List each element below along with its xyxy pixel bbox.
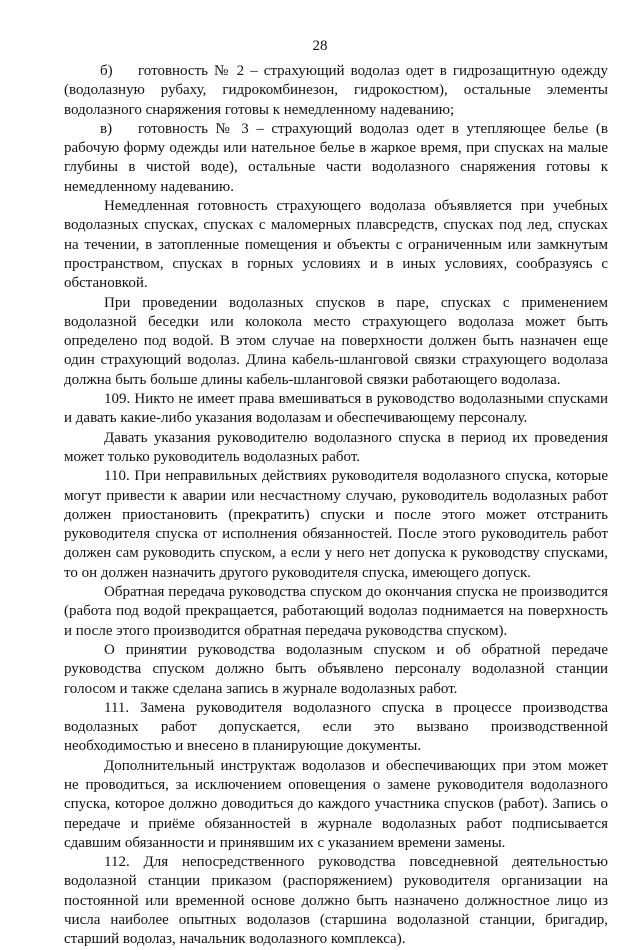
list-item-v bbox=[64, 120, 608, 197]
paragraph-clause-110: 110. При неправильных действиях руководителя водолазного спуска, которые могут привести к аварии или несчастному случаю, руководитель водолазных работ должен приостановить (прекратить) спуски и после этого может отстранить руководителя спуска от исполнения обязанностей. После этого руководитель работ должен сам руководить спуском, а если у него нет допуска к руководству спусками, то он должен назначить другого руководителя спуска, имеющего допуск. bbox=[64, 468, 608, 581]
paragraph: При проведении водолазных спусков в паре, спусках с применением водолазной беседки или колокола место страхующего водолаза может быть определено под водой. В этом случае на поверхности должен быть назначен еще один страхующий водолаз. Длина кабель-шланговой связки страхующего водолаза должна быть больше длины кабель-шланговой связки работающего водолаза. bbox=[64, 294, 608, 388]
page-number: 28 bbox=[312, 38, 328, 54]
paragraph: Дополнительный инструктаж водолазов и обеспечивающих при этом может не проводиться, за исключением оповещения о замене руководителя водолазного спуска, которое должно доводиться до каждого участника спусков (работ). Запись о передаче и приёме обязанностей в журнале водолазных работ подписывается сдавшим обязанности и принявшим их с указанием времени замены. bbox=[64, 757, 608, 851]
document-body bbox=[64, 62, 608, 950]
paragraph-clause-112: 112. Для непосредственного руководства повседневной деятельностью водолазной станции приказом (распоряжением) руководителя организации на постоянной или временной основе должно быть назначено должностное лицо из числа наиболее опытных водолазов (старшина водолазной станции, бригадир, старший водолаз, начальник водолазного комплекса). bbox=[64, 854, 608, 948]
paragraph: Давать указания руководителю водолазного спуска в период их проведения может только руководитель водолазных работ. bbox=[64, 429, 608, 465]
list-marker: б) bbox=[100, 63, 113, 79]
list-item-text: готовность № 3 – страхующий водолаз одет в утепляющее белье (в рабочую форму одежды или нательное белье в жаркое время, при спусках на малые глубины в чистой воде), остальные части водолазного снаряжения готовы к немедленному надеванию. bbox=[64, 120, 608, 195]
paragraph: О принятии руководства водолазным спуском и об обратной передаче руководства спуском должно быть объявлено персоналу водолазной станции голосом и также сделана запись в журнале водолазных работ. bbox=[64, 641, 608, 697]
paragraph-clause-111: 111. Замена руководителя водолазного спуска в процессе производства водолазных работ допускается, если это вызвано производственной необходимостью и внесено в планирующие документы. bbox=[64, 699, 608, 755]
list-item-b bbox=[64, 62, 608, 120]
list-marker: в) bbox=[100, 120, 113, 137]
list-item-text: готовность № 2 – страхующий водолаз одет в гидрозащитную одежду (водолазную рубаху, гидрокомбинезон, гидрокостюм), остальные элементы водолазного снаряжения готовы к немедленному надеванию; bbox=[64, 63, 608, 118]
paragraph: Немедленная готовность страхующего водолаза объявляется при учебных водолазных спусках, спусках с маломерных плавсредств, спусках под лед, спусках на течении, в затопленные помещения и объекты с ограниченным или замкнутым пространством, спусках в горных условиях и в иных условиях, сообразуясь с обстановкой. bbox=[64, 198, 608, 292]
paragraph-clause-109: 109. Никто не имеет права вмешиваться в руководство водолазными спусками и давать какие-либо указания водолазам и обеспечивающему персоналу. bbox=[64, 391, 608, 427]
paragraph: Обратная передача руководства спуском до окончания спуска не производится (работа под водой прекращается, работающий водолаз поднимается на поверхность и после этого производится обратная передача руководства спуском). bbox=[64, 584, 608, 639]
